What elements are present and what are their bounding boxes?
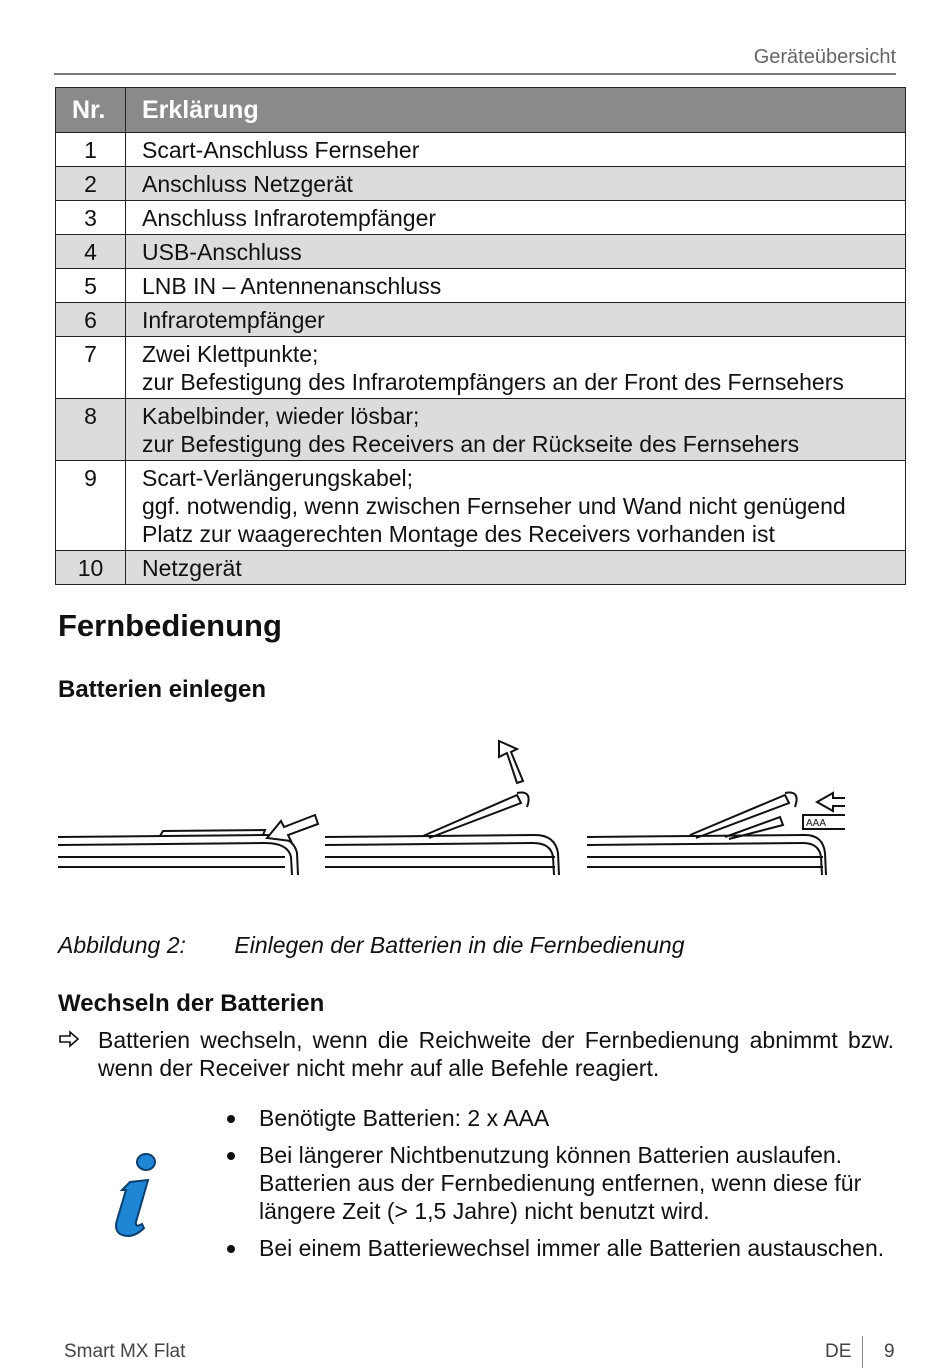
table-row (56, 337, 906, 399)
battery-insertion-figure (55, 735, 845, 885)
remote-open-cover-drawing (325, 741, 559, 875)
table-row (56, 461, 906, 551)
footer-language: DE (825, 1341, 852, 1362)
battery-label: AAA (806, 818, 827, 829)
row-description-line: Platz zur waagerechten Montage des Receivers vorhanden ist (142, 521, 775, 547)
row-description (126, 303, 906, 337)
row-description (126, 461, 906, 551)
bullet-icon (227, 1115, 235, 1123)
note-text: Bei einem Batteriewechsel immer alle Batterien austauschen. (259, 1235, 885, 1261)
row-description-line: Anschluss Netzgerät (142, 171, 353, 197)
row-number: 6 (56, 303, 126, 337)
info-icon (108, 1150, 168, 1240)
row-number: 3 (56, 201, 126, 235)
row-description-line: Anschluss Infrarotempfänger (142, 205, 437, 231)
arrow-right-outline-icon (58, 1028, 80, 1050)
note-item (225, 1234, 895, 1262)
row-description (126, 167, 906, 201)
remote-closed-drawing (58, 815, 318, 875)
bullet-icon (227, 1245, 235, 1253)
remote-insert-battery-drawing (587, 793, 845, 875)
note-item (225, 1141, 895, 1225)
row-number: 1 (56, 133, 126, 167)
notes-list (225, 1104, 895, 1271)
row-number: 5 (56, 269, 126, 303)
row-number: 8 (56, 399, 126, 461)
row-number: 2 (56, 167, 126, 201)
row-description-line: ggf. notwendig, wenn zwischen Fernseher und Wand nicht genügend (142, 493, 846, 519)
row-number: 4 (56, 235, 126, 269)
note-text: Bei längerer Nichtbenutzung können Batterien auslaufen. Batterien aus der Fernbedienung entfernen, wenn diese für längere Zeit (> 1,5 Jahre) nicht benutzt wird. (259, 1142, 862, 1224)
figure-caption (58, 932, 685, 959)
row-description-line: Kabelbinder, wieder lösbar; (142, 403, 420, 429)
row-description (126, 337, 906, 399)
table-header-row (56, 88, 906, 133)
subsection-title-insert-batteries: Batterien einlegen (58, 676, 267, 703)
header-divider (54, 73, 896, 75)
footer-product-name: Smart MX Flat (64, 1341, 186, 1362)
row-description-line: Netzgerät (142, 555, 242, 581)
row-description-line: Scart-Anschluss Fernseher (142, 137, 420, 163)
row-description (126, 133, 906, 167)
note-item (225, 1104, 895, 1132)
footer-divider (862, 1336, 863, 1368)
table-row (56, 201, 906, 235)
note-text: Benötigte Batterien: 2 x AAA (259, 1105, 550, 1131)
instruction-step-text: Batterien wechseln, wenn die Reichweite der Fernbedienung abnimmt bzw. wenn der Receiver nicht mehr auf alle Befehle reagiert. (98, 1027, 894, 1081)
table-row (56, 399, 906, 461)
insert-arrow-icon (817, 793, 845, 811)
row-description (126, 235, 906, 269)
row-description-line: LNB IN – Antennenanschluss (142, 273, 442, 299)
instruction-step (58, 1026, 894, 1082)
page-header-title: Geräteübersicht (753, 46, 896, 68)
row-description-line: USB-Anschluss (142, 239, 302, 265)
row-description (126, 551, 906, 585)
lift-arrow-icon (499, 741, 523, 783)
table-row (56, 551, 906, 585)
row-description-line: zur Befestigung des Receivers an der Rückseite des Fernsehers (142, 431, 800, 457)
table-body (56, 133, 906, 585)
column-header-nr: Nr. (56, 88, 126, 133)
figure-caption-text: Einlegen der Batterien in die Fernbedienung (234, 932, 685, 958)
row-number: 9 (56, 461, 126, 551)
component-table (55, 87, 906, 585)
press-arrow-icon (267, 815, 318, 841)
table-row (56, 133, 906, 167)
row-description-line: zur Befestigung des Infrarotempfängers an der Front des Fernsehers (142, 369, 844, 395)
row-number: 10 (56, 551, 126, 585)
row-description (126, 399, 906, 461)
column-header-description: Erklärung (126, 88, 906, 133)
table-row (56, 303, 906, 337)
table-row (56, 269, 906, 303)
page-number: 9 (884, 1341, 895, 1362)
figure-caption-label: Abbildung 2: (58, 932, 186, 958)
row-description-line: Scart-Verlängerungskabel; (142, 465, 414, 491)
row-description-line: Infrarotempfänger (142, 307, 325, 333)
row-description (126, 201, 906, 235)
subsection-title-change-batteries: Wechseln der Batterien (58, 990, 325, 1017)
row-description-line: Zwei Klettpunkte; (142, 341, 319, 367)
bullet-icon (227, 1152, 235, 1160)
table-row (56, 167, 906, 201)
row-description (126, 269, 906, 303)
table-row (56, 235, 906, 269)
row-number: 7 (56, 337, 126, 399)
section-title: Fernbedienung (58, 608, 282, 643)
